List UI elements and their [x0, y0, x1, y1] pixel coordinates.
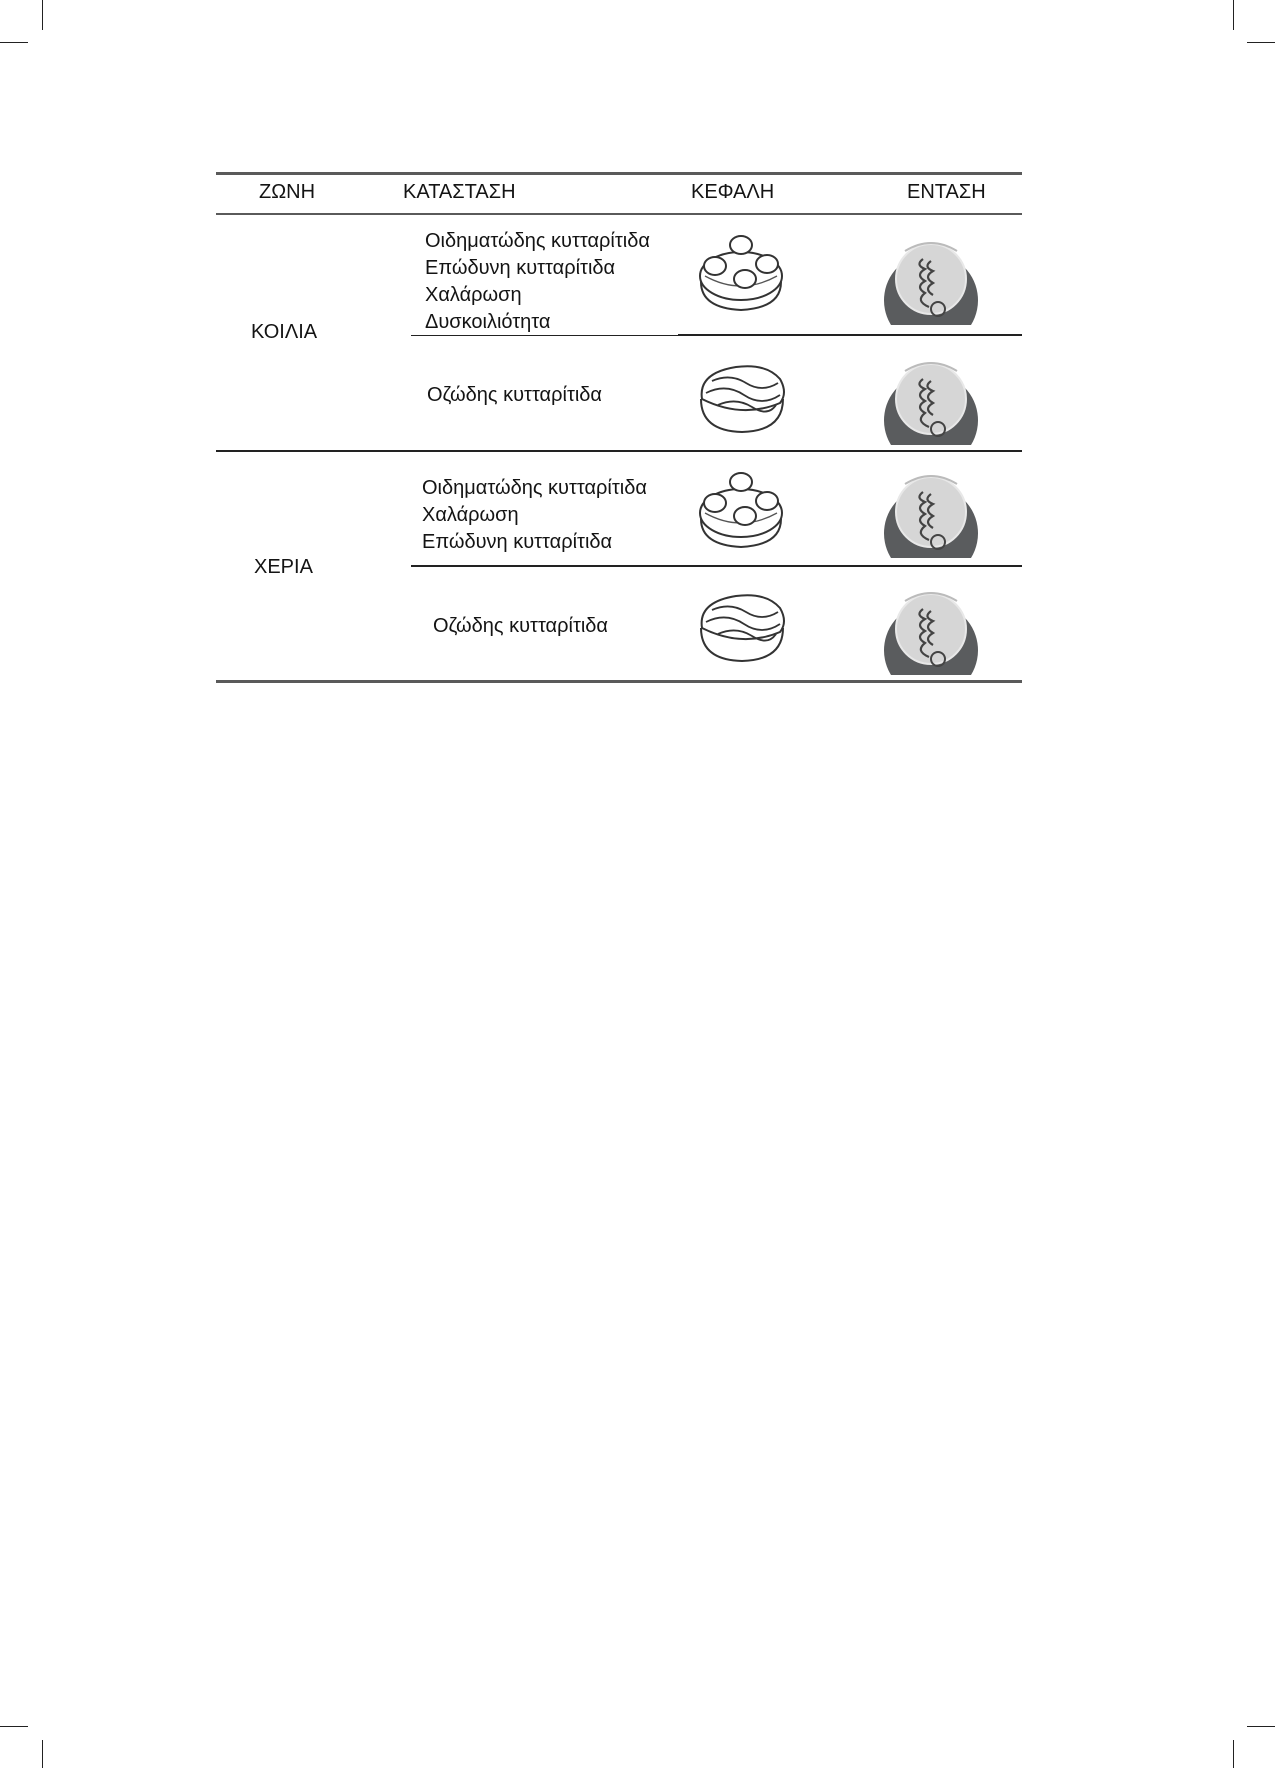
intensity-dial-icon	[883, 462, 979, 560]
condition-item: Οζώδης κυτταρίτιδα	[433, 615, 608, 637]
table-bottom-rule	[216, 680, 1022, 683]
header-intensity: ΕΝΤΑΣΗ	[907, 181, 986, 203]
header-zone: ΖΩΝΗ	[259, 181, 316, 203]
condition-item: Επώδυνη κυτταρίτιδα	[422, 531, 613, 553]
table-top-rule	[216, 172, 1022, 175]
condition-item: Χαλάρωση	[425, 284, 522, 306]
row-divider	[411, 565, 1022, 567]
row-divider	[678, 334, 1022, 336]
condition-item: Οζώδης κυτταρίτιδα	[427, 384, 602, 406]
nodule-massage-head-icon	[695, 230, 787, 314]
condition-item: Επώδυνη κυτταρίτιδα	[425, 257, 616, 279]
crop-mark	[0, 1726, 28, 1727]
header-condition: ΚΑΤΑΣΤΑΣΗ	[403, 181, 516, 203]
zone-label: ΧΕΡΙΑ	[254, 556, 313, 578]
crop-mark	[42, 0, 43, 30]
intensity-dial-icon	[883, 579, 979, 677]
condition-item: Δυσκοιλιότητα	[425, 311, 551, 333]
header-head: ΚΕΦΑΛΗ	[691, 181, 775, 203]
crop-mark	[1233, 1740, 1234, 1768]
condition-item: Οιδηματώδης κυτταρίτιδα	[425, 230, 650, 252]
wave-massage-head-icon	[696, 588, 788, 664]
crop-mark	[1247, 1726, 1275, 1727]
intensity-dial-icon	[883, 229, 979, 327]
zone-label: ΚΟΙΛΙΑ	[251, 321, 318, 343]
nodule-massage-head-icon	[695, 467, 787, 551]
crop-mark	[0, 42, 28, 43]
wave-massage-head-icon	[696, 359, 788, 435]
zone-divider	[216, 450, 1022, 452]
crop-mark	[1247, 42, 1275, 43]
intensity-dial-icon	[883, 349, 979, 447]
crop-mark	[42, 1740, 43, 1768]
header-bottom-rule	[216, 213, 1022, 215]
crop-mark	[1233, 0, 1234, 30]
condition-item: Οιδηματώδης κυτταρίτιδα	[422, 477, 647, 499]
condition-item: Χαλάρωση	[422, 504, 519, 526]
